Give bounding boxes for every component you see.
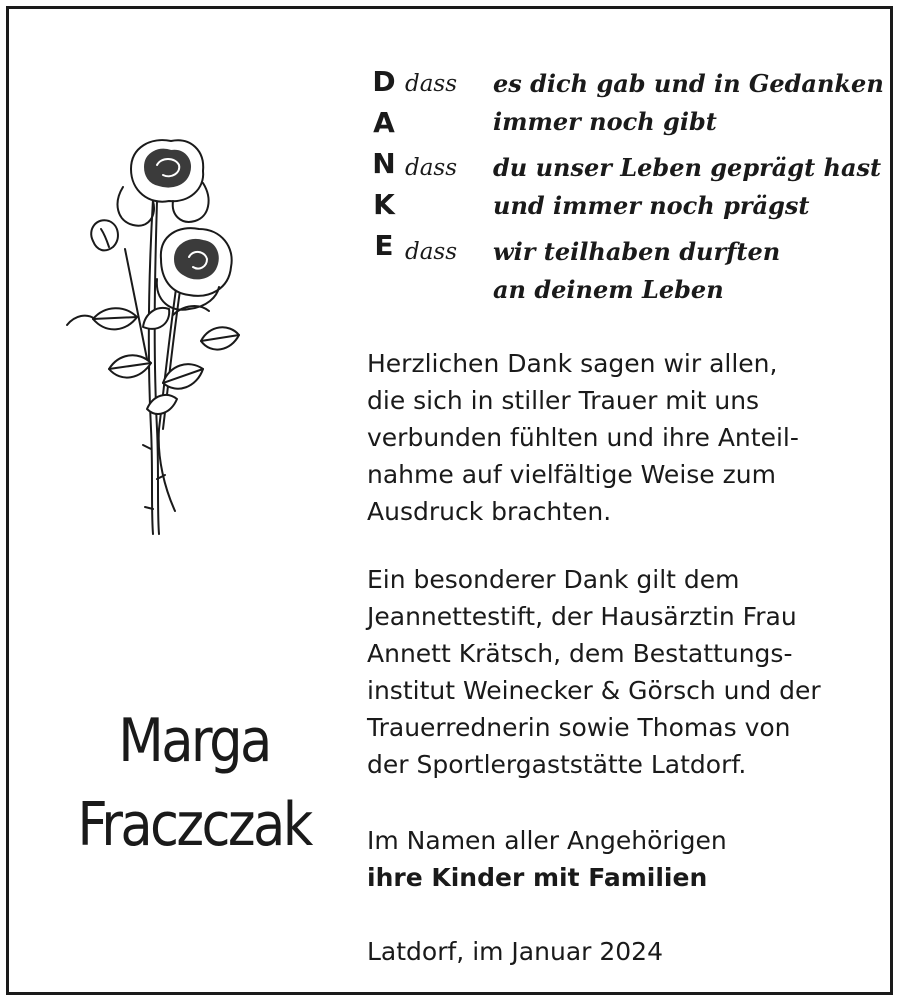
paragraph-line: Ausdruck brachten. bbox=[367, 497, 612, 526]
paragraph-line: die sich in stiller Trauer mit uns bbox=[367, 386, 760, 415]
paragraph-line: Trauerrednerin sowie Thomas von bbox=[367, 713, 791, 742]
signature bbox=[367, 822, 887, 896]
verse-line: es dich gab und in Gedanken bbox=[493, 69, 884, 98]
danke-letter: N bbox=[372, 147, 396, 180]
verse-dass: dass bbox=[405, 155, 458, 181]
paragraph-line: Ein besonderer Dank gilt dem bbox=[367, 565, 740, 594]
verse-row bbox=[405, 233, 885, 317]
verse-line: wir teilhaben durften bbox=[493, 237, 781, 266]
obituary-notice bbox=[6, 6, 893, 995]
paragraph-line: Annett Krätsch, dem Bestattungs- bbox=[367, 639, 793, 668]
last-name: Fraczczak bbox=[77, 790, 311, 860]
place-date-text: Latdorf, im Januar 2024 bbox=[367, 937, 663, 966]
place-date bbox=[367, 933, 887, 970]
verse-row bbox=[405, 149, 885, 233]
first-name: Marga bbox=[118, 706, 270, 776]
verse-line: du unser Leben geprägt hast bbox=[493, 153, 882, 182]
signature-intro: Im Namen aller Angehörigen bbox=[367, 826, 727, 855]
rose-illustration bbox=[53, 129, 253, 539]
danke-letter: D bbox=[372, 65, 396, 98]
paragraph-line: verbunden fühlten und ihre Anteil- bbox=[367, 423, 799, 452]
danke-letter: K bbox=[373, 188, 395, 221]
paragraph-line: institut Weinecker & Görsch und der bbox=[367, 676, 821, 705]
verse-dass: dass bbox=[405, 239, 458, 265]
special-thanks-paragraph bbox=[367, 561, 887, 783]
verse-dass: dass bbox=[405, 71, 458, 97]
verse-row bbox=[405, 65, 885, 149]
paragraph-line: der Sportlergaststätte Latdorf. bbox=[367, 750, 747, 779]
verse-line: immer noch gibt bbox=[493, 107, 717, 136]
danke-letter: A bbox=[373, 106, 395, 139]
danke-acrostic bbox=[364, 61, 404, 266]
signature-family: ihre Kinder mit Familien bbox=[367, 863, 708, 892]
paragraph-line: Herzlichen Dank sagen wir allen, bbox=[367, 349, 778, 378]
verse-line: an deinem Leben bbox=[493, 275, 724, 304]
paragraph-line: nahme auf vielfältige Weise zum bbox=[367, 460, 776, 489]
thanks-paragraph bbox=[367, 345, 887, 530]
paragraph-line: Jeannettestift, der Hausärztin Frau bbox=[367, 602, 797, 631]
danke-letter: E bbox=[374, 229, 394, 262]
deceased-name bbox=[49, 699, 339, 867]
danke-verse bbox=[405, 65, 885, 317]
verse-line: und immer noch prägst bbox=[493, 191, 810, 220]
